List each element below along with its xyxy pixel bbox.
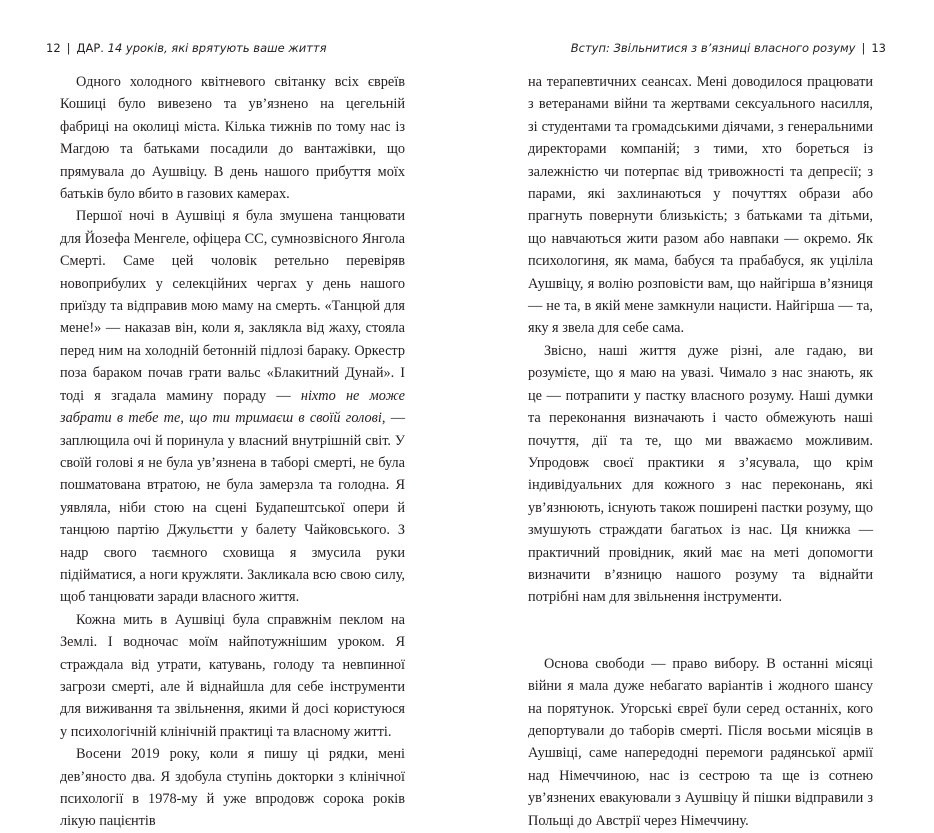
left-page-number: 12 — [46, 41, 61, 55]
left-page — [0, 0, 467, 830]
right-header-title: Вступ: Звільнитися з в’язниці власного розуму — [570, 41, 856, 55]
right-page-number: 13 — [871, 41, 886, 55]
paragraph: Кожна мить в Аушвіці була справжнім пеклом на Землі. І водночас моїм найпотужнішим уроком. Я страждала від утрати, катувань, голоду та невпинної загрози смерті, але й віднайшла для себе інструменти для виживання та звільнення, якими й досі користуюся у психологічній клінічній практиці та власному житті. — [60, 611, 405, 740]
paragraph: Одного холодного квітневого світанку всіх євреїв Кошиці було вивезено та ув’язнено на цегельній фабриці на околиці міста. Кількa тижнів по тому нас із Магдою та батьками посадили до вантажівки, що прямувала до Аушвіцу. В день нашого прибуття моїх батьків було вбито в газових камерах. — [60, 74, 405, 203]
paragraph: Основа свободи — право вибору. В останні місяці війни я мала дуже небагато варіантів і жодного шансу на порятунок. Угорські євреї були серед останніх, кого депортували до таборів смерті. Після восьми місяців в Аушвіці, саме напередодні перемоги радянської армії над Німеччиною, нас із сестрою та ще із сотнею ув’язнених евакуювали з Аушвіцу й пішки відправили з Польщі до Австрії через Німеччину. — [528, 655, 873, 829]
left-running-head: 12 | ДАР. 14 уроків, які врятують ваше життя — [46, 41, 327, 55]
right-running-head: Вступ: Звільнитися з в’язниці власного розуму | 13 — [570, 41, 886, 55]
italic-quote: ніхто не може забрати в тебе те, що ти тримаєш в своїй голові, — [60, 387, 406, 427]
paragraph: Першої ночі в Аушвіці я була змушена танцювати для Йозефа Менгеле, офіцера СС, сумнозвісного Янгола Смерті. Саме цей чоловік ретельно перевіряв новоприбулих у селекційних чергах у день нашого приїзду та відправив мою маму на смерть. «Танцюй для мене!» — наказав він, коли я, заклякла від жаху, стояла перед ним на холодній бетонній підлозі бараку. Оркестр поза бараком почав грати вальс «Блакитний Дунай». І тоді я згадала мамину пораду — ніхто не може забрати в тебе те, що ти тримаєш в своїй голові, — заплющила очі й поринула у власний внутрішній світ. У своїй голові я не була ув’язнена в таборі смерті, не була пошматована втратою, не була замерзла та голодна. Я уявляла, ніби стою на сцені Будапештської опери й танцюю партію Джульєтти у балету Чайковського. З надр свого таємного сховища я змусила руки підійматися, а ноги кружляти. Закликала всю свою силу, щоб танцювати заради власного життя. — [60, 208, 406, 606]
paragraph: на терапевтичних сеансах. Мені доводилося працювати з ветеранами війни та жертвами сексуального насилля, зі студентами та громадськими діячами, з генеральними директорами компаній; з тими, хто бореться із залежністю чи потерпає від тривожності та депресії; з парами, які захлинаються у почуттях образи або прагнуть повернути близькість; з батьками та дітьми, що навчаються жити разом або навпаки — окремо. Як психологиня, як мама, бабуся та прабабуся, як уціліла Аушвіцу, я волію розповісти вам, що найгірша в’язниця — не та, в якій мене замкнули нацисти. Найгірша — та, яку я звела для себе сама. — [528, 74, 873, 337]
left-header-title: ДАР. — [76, 41, 104, 55]
left-header-subtitle: 14 уроків, які врятують ваше життя — [107, 41, 327, 55]
right-body-text — [528, 71, 873, 832]
right-page — [467, 0, 934, 829]
paragraph: Восени 2019 року, коли я пишу ці рядки, мені дев’яносто два. Я здобула ступінь докторки з клінічної психології в 1978-му й уже впродовж сорока років лікую пацієнтів — [60, 746, 405, 830]
section-break — [528, 609, 873, 653]
left-body-text — [60, 71, 405, 833]
paragraph: Звісно, наші життя дуже різні, але гадаю, ви розумієте, що я маю на увазі. Чимало з нас знають, як це — потрапити у пастку власного розуму. Наші думки та переконання визначають і часто обмежують наші почуття, дії та те, що ми вважаємо можливим. Упродовж своєї практики я з’ясувала, що крім індивідуальних для кожного з нас переконань, які ув’язнюють, існують також поширені пастки розуму, що змушують страждати багатьох із нас. Ця книжка — практичний провідник, який має на меті допомогти визначити в’язницю нашого розуму та віднайти потрібні нам для звільнення інструменти. — [528, 342, 873, 606]
